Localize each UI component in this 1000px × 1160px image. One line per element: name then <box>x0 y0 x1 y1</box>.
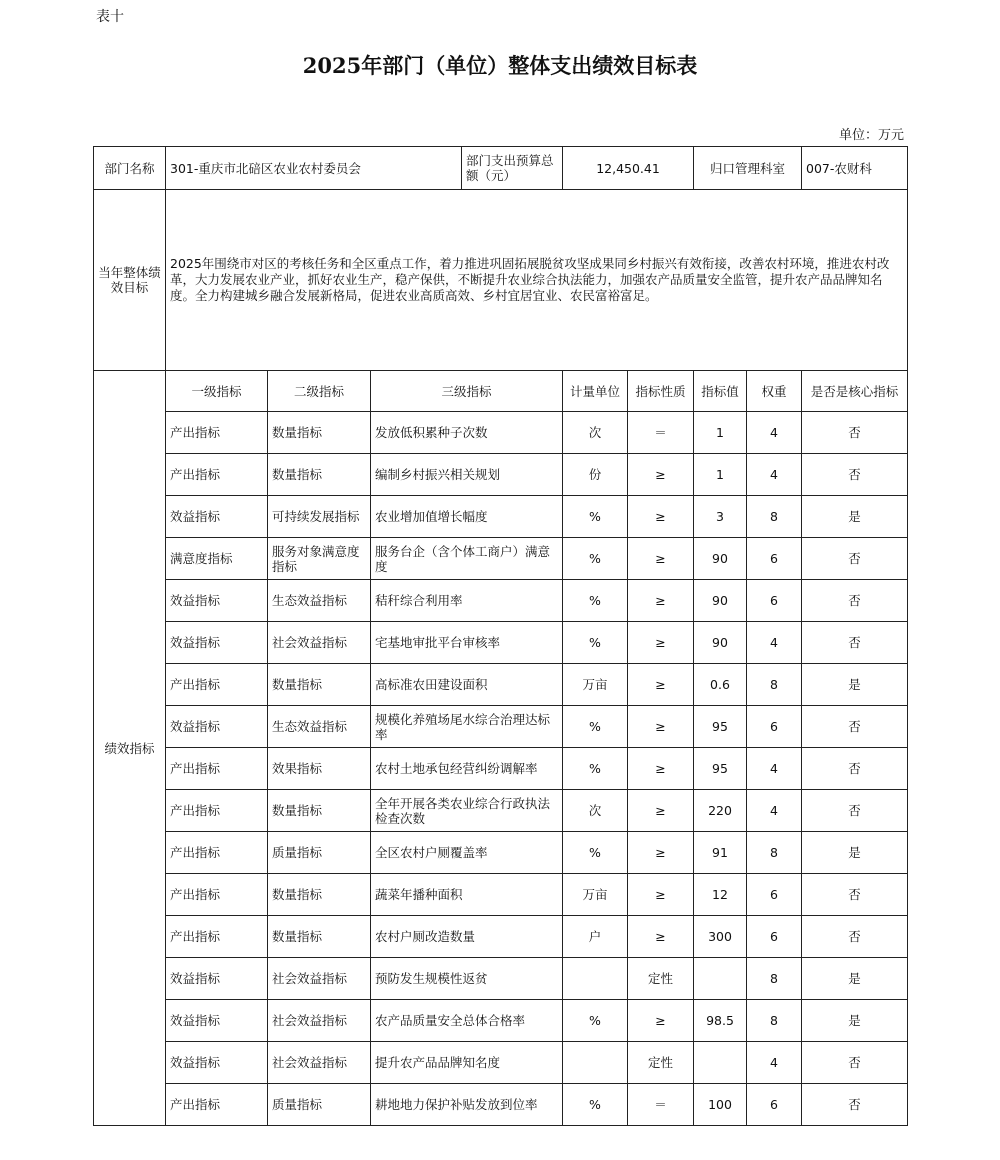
header-level2: 二级指标 <box>268 371 371 412</box>
cell-unit: 份 <box>563 454 628 496</box>
cell-level2: 质量指标 <box>268 1084 371 1126</box>
cell-level1: 产出指标 <box>166 412 268 454</box>
indicator-row <box>94 412 908 454</box>
cell-unit: % <box>563 706 628 748</box>
cell-value: 90 <box>694 538 747 580</box>
cell-level2: 社会效益指标 <box>268 1000 371 1042</box>
cell-level2: 数量指标 <box>268 664 371 706</box>
cell-weight: 8 <box>747 1000 802 1042</box>
cell-level1: 效益指标 <box>166 1042 268 1084</box>
cell-level1: 产出指标 <box>166 874 268 916</box>
cell-core: 是 <box>802 664 908 706</box>
cell-nature: ≥ <box>628 538 694 580</box>
office-label: 归口管理科室 <box>694 147 802 190</box>
cell-value <box>694 1042 747 1084</box>
cell-weight: 6 <box>747 706 802 748</box>
cell-level2: 数量指标 <box>268 874 371 916</box>
cell-level1: 产出指标 <box>166 748 268 790</box>
indicator-row <box>94 916 908 958</box>
header-value: 指标值 <box>694 371 747 412</box>
indicator-row <box>94 790 908 832</box>
cell-nature: ＝ <box>628 412 694 454</box>
indicator-row <box>94 748 908 790</box>
header-nature: 指标性质 <box>628 371 694 412</box>
goal-label: 当年整体绩效目标 <box>94 190 166 371</box>
cell-unit: % <box>563 496 628 538</box>
indicator-row <box>94 496 908 538</box>
cell-nature: ≥ <box>628 664 694 706</box>
cell-value: 300 <box>694 916 747 958</box>
cell-unit: 次 <box>563 790 628 832</box>
cell-unit: % <box>563 538 628 580</box>
cell-weight: 6 <box>747 874 802 916</box>
cell-value: 98.5 <box>694 1000 747 1042</box>
cell-level3: 农村户厕改造数量 <box>371 916 563 958</box>
budget-label: 部门支出预算总额（元） <box>462 147 563 190</box>
cell-level3: 预防发生规模性返贫 <box>371 958 563 1000</box>
cell-nature: 定性 <box>628 1042 694 1084</box>
cell-level2: 数量指标 <box>268 454 371 496</box>
cell-level2: 数量指标 <box>268 412 371 454</box>
indicator-row <box>94 874 908 916</box>
cell-weight: 8 <box>747 832 802 874</box>
cell-value: 95 <box>694 748 747 790</box>
cell-unit: 万亩 <box>563 664 628 706</box>
cell-unit: % <box>563 580 628 622</box>
header-level3: 三级指标 <box>371 371 563 412</box>
cell-level1: 产出指标 <box>166 916 268 958</box>
cell-weight: 8 <box>747 958 802 1000</box>
performance-table <box>93 146 908 1126</box>
cell-level2: 社会效益指标 <box>268 1042 371 1084</box>
cell-value: 100 <box>694 1084 747 1126</box>
unit-note: 单位：万元 <box>838 128 904 143</box>
cell-level2: 数量指标 <box>268 790 371 832</box>
cell-core: 否 <box>802 1042 908 1084</box>
cell-weight: 6 <box>747 538 802 580</box>
cell-unit: % <box>563 748 628 790</box>
cell-nature: ≥ <box>628 622 694 664</box>
cell-nature: ≥ <box>628 748 694 790</box>
cell-value: 1 <box>694 454 747 496</box>
indicator-row <box>94 538 908 580</box>
indicator-row <box>94 1084 908 1126</box>
cell-unit: % <box>563 1084 628 1126</box>
cell-weight: 8 <box>747 664 802 706</box>
indicator-row <box>94 580 908 622</box>
cell-weight: 4 <box>747 1042 802 1084</box>
cell-value: 90 <box>694 580 747 622</box>
cell-weight: 4 <box>747 622 802 664</box>
cell-value: 3 <box>694 496 747 538</box>
cell-core: 否 <box>802 790 908 832</box>
cell-weight: 8 <box>747 496 802 538</box>
cell-nature: ≥ <box>628 832 694 874</box>
department-info-row <box>94 147 908 190</box>
cell-core: 否 <box>802 622 908 664</box>
indicator-row <box>94 706 908 748</box>
cell-level2: 服务对象满意度指标 <box>268 538 371 580</box>
cell-unit: 次 <box>563 412 628 454</box>
cell-level2: 生态效益指标 <box>268 706 371 748</box>
cell-weight: 4 <box>747 412 802 454</box>
cell-level3: 农业增加值增长幅度 <box>371 496 563 538</box>
cell-level1: 产出指标 <box>166 454 268 496</box>
indicator-row <box>94 832 908 874</box>
cell-core: 是 <box>802 958 908 1000</box>
cell-core: 否 <box>802 538 908 580</box>
cell-level1: 产出指标 <box>166 664 268 706</box>
cell-level2: 可持续发展指标 <box>268 496 371 538</box>
cell-level1: 效益指标 <box>166 706 268 748</box>
indicator-row <box>94 958 908 1000</box>
cell-level2: 数量指标 <box>268 916 371 958</box>
cell-nature: ≥ <box>628 496 694 538</box>
cell-level3: 高标准农田建设面积 <box>371 664 563 706</box>
cell-value: 95 <box>694 706 747 748</box>
cell-nature: ≥ <box>628 1000 694 1042</box>
cell-level3: 农产品质量安全总体合格率 <box>371 1000 563 1042</box>
cell-level2: 效果指标 <box>268 748 371 790</box>
cell-core: 是 <box>802 496 908 538</box>
cell-level3: 农村土地承包经营纠纷调解率 <box>371 748 563 790</box>
cell-core: 否 <box>802 706 908 748</box>
cell-level1: 效益指标 <box>166 496 268 538</box>
cell-core: 否 <box>802 412 908 454</box>
cell-level1: 效益指标 <box>166 958 268 1000</box>
cell-level3: 发放低积累种子次数 <box>371 412 563 454</box>
header-level1: 一级指标 <box>166 371 268 412</box>
cell-level3: 编制乡村振兴相关规划 <box>371 454 563 496</box>
cell-core: 否 <box>802 748 908 790</box>
cell-weight: 6 <box>747 1084 802 1126</box>
cell-level1: 效益指标 <box>166 1000 268 1042</box>
cell-value: 1 <box>694 412 747 454</box>
cell-value: 0.6 <box>694 664 747 706</box>
cell-core: 否 <box>802 874 908 916</box>
indicator-row <box>94 454 908 496</box>
cell-value: 91 <box>694 832 747 874</box>
cell-core: 是 <box>802 832 908 874</box>
cell-unit <box>563 1042 628 1084</box>
cell-level2: 社会效益指标 <box>268 622 371 664</box>
cell-nature: ≥ <box>628 790 694 832</box>
cell-weight: 4 <box>747 454 802 496</box>
cell-unit <box>563 958 628 1000</box>
cell-core: 是 <box>802 1000 908 1042</box>
cell-value: 90 <box>694 622 747 664</box>
header-core: 是否是核心指标 <box>802 371 908 412</box>
cell-core: 否 <box>802 1084 908 1126</box>
budget-value: 12,450.41 <box>563 147 694 190</box>
cell-level1: 效益指标 <box>166 580 268 622</box>
goal-row <box>94 190 908 371</box>
cell-weight: 4 <box>747 790 802 832</box>
cell-level3: 蔬菜年播种面积 <box>371 874 563 916</box>
cell-weight: 4 <box>747 748 802 790</box>
cell-weight: 6 <box>747 916 802 958</box>
cell-level3: 全区农村户厕覆盖率 <box>371 832 563 874</box>
office-value: 007-农财科 <box>802 147 908 190</box>
cell-level2: 生态效益指标 <box>268 580 371 622</box>
goal-text: 2025年围绕市对区的考核任务和全区重点工作，着力推进巩固拓展脱贫攻坚成果同乡村振兴有效衔接，改善农村环境，推进农村改革，大力发展农业产业，抓好农业生产，稳产保供，不断提升农业综合执法能力，加强农产品质量安全监管，提升农产品品牌知名度。全力构建城乡融合发展新格局，促进农业高质高效、乡村宜居宜业、农民富裕富足。 <box>166 190 908 371</box>
cell-nature: ≥ <box>628 874 694 916</box>
cell-level3: 秸秆综合利用率 <box>371 580 563 622</box>
cell-core: 否 <box>802 580 908 622</box>
table-number: 表十 <box>96 9 124 25</box>
cell-level3: 全年开展各类农业综合行政执法检查次数 <box>371 790 563 832</box>
cell-level1: 满意度指标 <box>166 538 268 580</box>
cell-unit: 万亩 <box>563 874 628 916</box>
dept-label: 部门名称 <box>94 147 166 190</box>
cell-nature: ≥ <box>628 706 694 748</box>
cell-weight: 6 <box>747 580 802 622</box>
header-unit: 计量单位 <box>563 371 628 412</box>
cell-nature: 定性 <box>628 958 694 1000</box>
indicator-row <box>94 622 908 664</box>
cell-nature: ≥ <box>628 580 694 622</box>
cell-unit: 户 <box>563 916 628 958</box>
cell-value: 220 <box>694 790 747 832</box>
cell-level1: 产出指标 <box>166 832 268 874</box>
indicators-label: 绩效指标 <box>94 371 166 1126</box>
cell-level3: 规模化养殖场尾水综合治理达标率 <box>371 706 563 748</box>
cell-nature: ≥ <box>628 916 694 958</box>
cell-level1: 产出指标 <box>166 790 268 832</box>
cell-unit: % <box>563 622 628 664</box>
dept-value: 301-重庆市北碚区农业农村委员会 <box>166 147 462 190</box>
cell-core: 否 <box>802 454 908 496</box>
cell-level1: 效益指标 <box>166 622 268 664</box>
cell-level1: 产出指标 <box>166 1084 268 1126</box>
header-weight: 权重 <box>747 371 802 412</box>
indicator-row <box>94 1000 908 1042</box>
cell-unit: % <box>563 1000 628 1042</box>
cell-unit: % <box>563 832 628 874</box>
indicator-row <box>94 1042 908 1084</box>
cell-level2: 社会效益指标 <box>268 958 371 1000</box>
page-title: 2025年部门（单位）整体支出绩效目标表 <box>302 53 698 78</box>
indicator-header-row <box>94 371 908 412</box>
cell-nature: ≥ <box>628 454 694 496</box>
cell-core: 否 <box>802 916 908 958</box>
cell-value: 12 <box>694 874 747 916</box>
cell-level3: 提升农产品品牌知名度 <box>371 1042 563 1084</box>
cell-level2: 质量指标 <box>268 832 371 874</box>
cell-level3: 服务台企（含个体工商户）满意度 <box>371 538 563 580</box>
cell-value <box>694 958 747 1000</box>
indicator-row <box>94 664 908 706</box>
cell-level3: 宅基地审批平台审核率 <box>371 622 563 664</box>
cell-nature: ＝ <box>628 1084 694 1126</box>
cell-level3: 耕地地力保护补贴发放到位率 <box>371 1084 563 1126</box>
